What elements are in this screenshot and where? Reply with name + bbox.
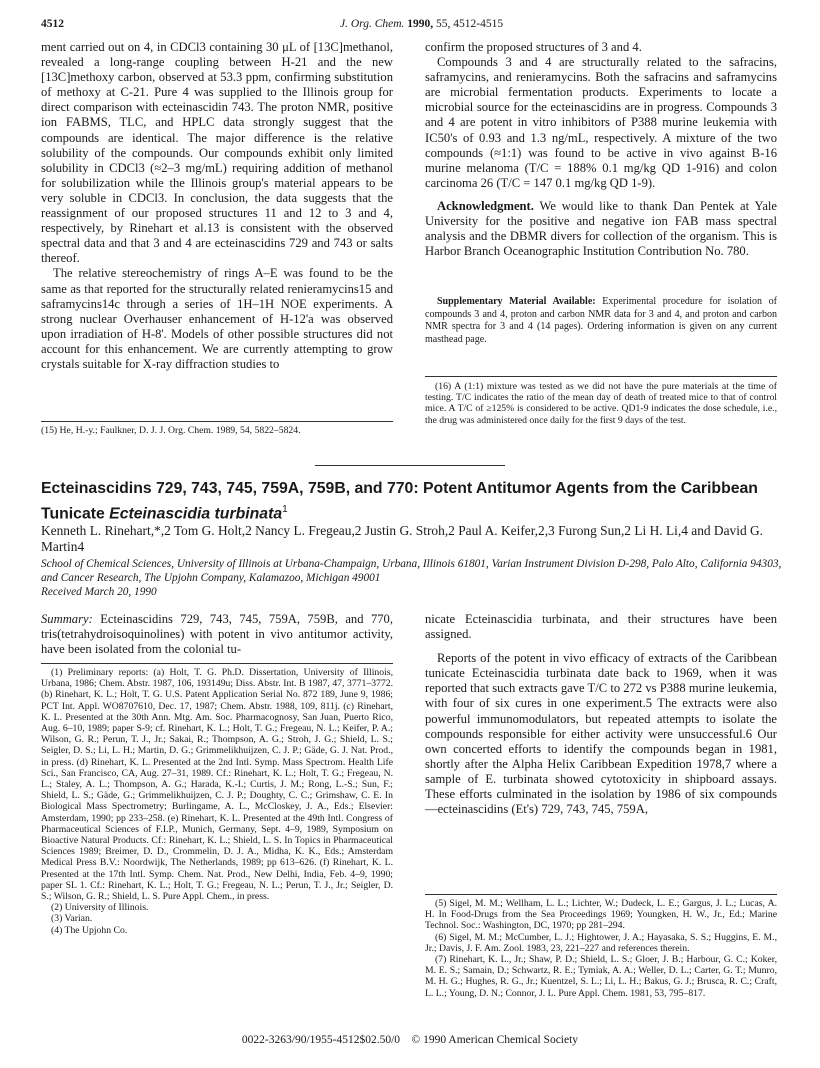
journal-name: J. Org. Chem. — [340, 18, 405, 30]
journal-citation — [340, 18, 503, 30]
supplementary-label: Supplementary Material Available: — [437, 296, 596, 307]
author-list: Kenneth L. Rinehart,*,2 Tom G. Holt,2 Nancy L. Fregeau,2 Justin G. Stroh,2 Paul A. Keifer,2,3 Furong Sun,2 Li H. Li,4 and David G. Martin4 — [41, 523, 764, 554]
article-title: Ecteinascidins 729, 743, 745, 759A, 759B, and 770: Potent Antitumor Agents from the Caribbean Tunicate Ecteinascidia turbinata$^1$ — [41, 480, 758, 523]
footnote-16: (16) A (1:1) mixture was tested as we did not have the pure materials at the time of testing. T/C indicates the ratio of the mean day of death of treated mice to that of control mice. A T/C of ≥125% is considered to be active. QD1-9 indicates the dose schedule, i.e., the drug was administered once daily for the first 9 days of the test. — [425, 381, 777, 426]
acknowledgment-text: We would like to thank Dan Pentek at Yale University for the positive and negative ion FAB mass spectral analysis and the DBMR divers for collection of the organism. This is Harbor Branch Oceanographic Institution Contribution No. 780. — [425, 198, 777, 259]
summary-continuation: nicate Ecteinascidia turbinata, and their structures have been assigned. — [425, 612, 777, 642]
footnote-15: (15) He, H.-y.; Faulkner, D. J. J. Org. Chem. 1989, 54, 5822–5824. — [41, 425, 301, 436]
footnote-7: (7) Rinehart, K. L., Jr.; Shaw, P. D.; Shield, L. S.; Gloer, J. B.; Harbour, G. C.; Koker, M. E. S.; Samain, D.; Schwartz, R. E.; Tymiak, A. A.; Weller, D. L.; Carter, G. T.; Munro, M. H. G.; Hughes, R. G., Jr.; Kuentzel, S. L.; Li, L. H.; Bakus, G. J.; Brusca, R. C.; Craft, L. L.; Young, D. N.; Connor, J. L. Pure Appl. Chem. 1981, 53, 795–817. — [425, 954, 777, 999]
footnote-6: (6) Sigel, M. M.; McCumber, L. J.; Hightower, J. A.; Hayasaka, S. S.; Huggins, E. M., Jr.; Davis, J. F. Am. Zool. 1983, 23, 221–227 and references therein. — [425, 931, 777, 954]
supplementary-material — [425, 296, 777, 346]
top-right-column — [425, 40, 777, 259]
footnote-rule — [425, 894, 777, 895]
summary — [41, 612, 393, 657]
acknowledgment-label: Acknowledgment. — [437, 198, 534, 213]
supplementary-text: Experimental procedure for isolation of compounds 3 and 4, proton and carbon NMR data for 3 and 4, and proton and carbon NMR spectra for 3 and 4 (14 pages). Ordering information is given on any current masthead page. — [425, 296, 778, 345]
footnote-1: (1) Preliminary reports: (a) Holt, T. G. Ph.D. Dissertation, University of Illinois, Urbana, 1986; Chem. Abstr. 1987, 106, 193149u; Diss. Abstr. Int. B 1987, 47, 3771–3772. (b) Rinehart, K. L.; Holt, T. G. U.S. Patent Application Serial No. 872 189, June 9, 1986; PCT Int. Appl. WO8707610, Dec. 17, 1987; Chem. Abstr. 1988, 109, 811j. (c) Rinehart, K. L. Presented at the 30th Ann. Mtg. Am. Soc. Pharmacognosy, San Juan, Puerto Rico, Aug. 6–10, 1989; paper S-9; cf. Rinehart, K. L.; Holt, T. G.; Fregeau, N. L.; Keifer, P. A.; Wilson, G. R.; Perun, T. J., Jr.; Sakai, R.; Thompson, A. G.; Stroh, J. G.; Shield, L. S.; Seigler, D. S.; Li, L. H.; Martin, D. G.; Grimmelikhuijzen, C. J. P.; Gäde, G. J. Nat. Prod., in press. (d) Rinehart, K. L. Presented at the 2nd Intl. Symp. Mass Spectrom. Health Life Sci., San Francisco, CA, Aug. 27–31, 1989. Cf.: Rinehart, K. L.; Holt, T. G.; Fregeau, N. L.; Staley, A. L.; Thompson, A. G.; Harada, K.-I.; Curtis, J. M.; Rong, L.-S.; Sun, F.; Shield, L. S.; Gäde, G.; Grimmelikhuijzen, C. J. P.; Doughty, C. C.; Grimshaw, C. E. In Biological Mass Spectrometry; Burlingame, A. L., McCloskey, J. A., Eds.; Elsevier: Amsterdam, 1990; pp 233–258. (e) Rinehart, K. L. Presented at the 49th Intl. Congress of Pharmaceutical Sciences of F.I.P., Munich, Germany, Sept. 4–9, 1989, Symposium on Bioactive Natural Products. Cf.: Rinehart, K. L.; Shield, L. S. In Topics in Pharmaceutical Sciences 1989; Breimer, D. D., Crommelin, D. J. A., Midha, K. K., Eds.; Amsterdam Medical Press B.V.: Noordwijk, The Netherlands, 1989; pp 613–626. (f) Rinehart, K. L. Presented at the 17th Intl. Symp. Chem. Nat. Prod., New Delhi, India, Feb. 4–9, 1990; paper SL 1. Cf.: Rinehart, K. L.; Holt, T. G.; Fregeau, N. L.; Perun, T. J., Jr.; Seigler, D. S.; Wilson, G. R.; Shield, L. S. Pure Appl. Chem., in press. — [41, 667, 393, 903]
page-footer — [0, 1034, 820, 1046]
summary-label: Summary: — [41, 612, 93, 626]
footnote-rule — [425, 376, 777, 377]
footnote-5: (5) Sigel, M. M.; Wellham, L. L.; Lichter, W.; Dudeck, L. E.; Gargus, J. L.; Lucas, A. H. In Food-Drugs from the Sea Proceedings 1969; Youngken, H. W., Jr., Ed.; Marine Technol. Soc.: Washington, DC, 1970; pp 281–294. — [425, 898, 777, 932]
footnote-rule — [41, 421, 393, 422]
bottom-right-column — [425, 612, 777, 817]
copyright: © 1990 American Chemical Society — [411, 1034, 579, 1046]
article-code: 0022-3263/90/1955-4512$02.50/0 — [241, 1034, 401, 1046]
introduction-paragraph: Reports of the potent in vivo efficacy of extracts of the Caribbean tunicate Ecteinascidia turbinata date back to 1969, when it was reported that such extracts gave T/C to 272 vs P388 murine leukemia, with four of six cures in one experiment.5 The extracts were also powerful immunomodulators, but repeated attempts to isolate the compounds responsible for either activity were unsuccessful.6 Our own concerted efforts to identify the compounds began in 1981, shortly after the Alpha Helix Caribbean Expedition 1978,7 where a sample of E. turbinata showed cytotoxicity in shipboard assays. These efforts culminated in the isolation by 1986 of six compounds—ecteinascidins (Et's) 729, 743, 745, 759A, — [425, 651, 777, 817]
journal-year: 1990, — [407, 18, 434, 30]
affiliations: School of Chemical Sciences, University of Illinois at Urbana-Champaign, Urbana, Illinois 61801, Varian Instrument Division D-298, Palo Alto, California 94303, and Cancer Research, The Upjohn Company, Kalamazoo, Michigan 49001 — [41, 558, 782, 584]
paragraph: The relative stereochemistry of rings A–E was found to be the same as that reported for the structurally related renieramycins15 and saframycins14c through a series of 1H–1H NOE experiments. A strong nuclear Overhauser enhancement of H-12'a was observed upon irradiation of H-8'. Models of other possible structures did not account for this enhancement. We are currently attempting to grow crystals suitable for X-ray diffraction studies to — [41, 266, 393, 371]
summary-text: Ecteinascidins 729, 743, 745, 759A, 759B, and 770, tris(tetrahydroisoquinolines) with potent in vivo antitumor activity, have been isolated from the colonial tu- — [41, 612, 393, 657]
title-footnote-mark: 1 — [282, 504, 288, 515]
paragraph: confirm the proposed structures of 3 and 4. — [425, 40, 642, 54]
bottom-left-footnotes — [41, 667, 393, 936]
bottom-right-footnotes — [425, 898, 777, 999]
paragraph: ment carried out on 4, in CDCl3 containing 30 μL of [13C]methanol, revealed a long-range coupling between H-21 and the new [13C]methoxy carbon, observed at 53.3 ppm, confirming substitution of methoxy at C-21. Pure 4 was supplied to the Illinois group for direct comparison with ecteinascidin 743. The proton NMR, positive ion FABMS, TLC, and HPLC data strongly suggest that the compounds are identical. The major difference is the relative solubility of the compounds. Our compounds exhibit only limited solubility in CDCl3 (≈2–3 mg/mL) requiring addition of methanol for solubilization while the Illinois group's material appears to be very soluble in CDCl3. In conclusion, the data suggests that the reassignment of our proposed structures 11 and 12 to 3 and 4, respectively, by Rinehart et al.13 is consistent with the observed spectral data and that 3 and 4 are ecteinascidins 729 and 743 or salts thereof. — [41, 40, 393, 266]
paragraph: Compounds 3 and 4 are structurally related to the safracins, saframycins, and renieramycins. Both the safracins and saframycins are microbial fermentation products. Experiments to locate a microbial source for the ecteinascidins are in progress. Compounds 3 and 4 are potent in vitro inhibitors of P388 murine leukemia with IC50's of 0.93 and 1.3 ng/mL, respectively. A mixture of the two compounds (≈1:1) was found to be active in vivo against B-16 murine melanoma (T/C = 188% 0.1 mg/kg QD 1-916) and colon carcinoma 26 (T/C = 147 0.1 mg/kg QD 1-9). — [425, 55, 777, 190]
footnote-3: (3) Varian. — [51, 913, 93, 925]
footnote-4: (4) The Upjohn Co. — [51, 924, 128, 936]
summary-paragraph — [41, 612, 393, 657]
title-species: Ecteinascidia turbinata — [109, 505, 283, 523]
volume-pages: 55, 4512-4515 — [436, 18, 504, 30]
acknowledgment — [425, 199, 777, 259]
article-separator — [315, 465, 505, 466]
page-number: 4512 — [41, 18, 64, 30]
received-date: Received March 20, 1990 — [41, 586, 157, 598]
footnote-rule — [41, 663, 393, 664]
top-left-column — [41, 40, 393, 372]
footnote-2: (2) University of Illinois. — [51, 902, 149, 914]
